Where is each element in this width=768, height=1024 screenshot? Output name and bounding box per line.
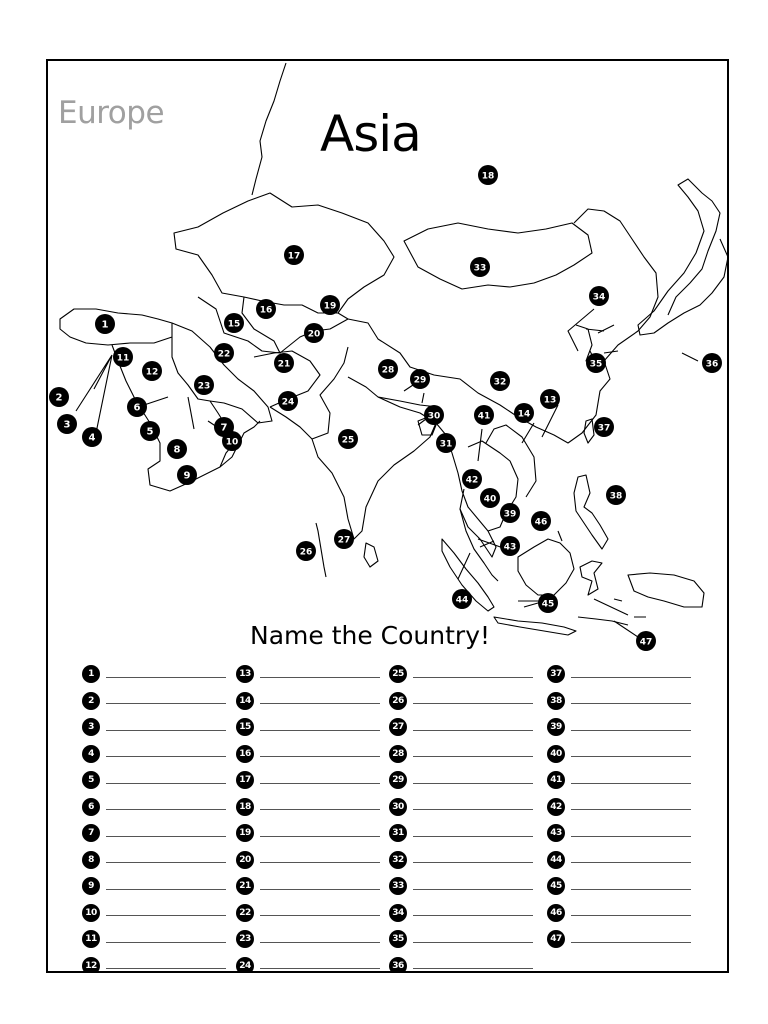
map-marker-number: 32 — [493, 377, 507, 388]
answer-number-badge: 47 — [547, 930, 565, 948]
answer-row-37 — [547, 665, 691, 683]
answer-row-17 — [236, 771, 380, 789]
answer-blank-line[interactable] — [106, 783, 226, 784]
answer-number-badge: 21 — [236, 877, 254, 895]
map-marker-number: 26 — [299, 547, 313, 558]
map-marker-number: 28 — [381, 365, 395, 376]
map-marker-number: 42 — [465, 475, 479, 486]
answer-number-badge: 32 — [389, 851, 407, 869]
answer-number-badge: 40 — [547, 745, 565, 763]
answer-blank-line[interactable] — [260, 942, 380, 943]
answer-number-badge: 35 — [389, 930, 407, 948]
map-title: Asia — [320, 105, 421, 163]
answer-number-badge: 20 — [236, 851, 254, 869]
map-marker-number: 12 — [145, 367, 159, 378]
answer-blank-line[interactable] — [571, 915, 691, 916]
map-marker-number: 25 — [341, 435, 355, 446]
answer-blank-line[interactable] — [106, 915, 226, 916]
answer-row-1 — [82, 665, 226, 683]
answer-blank-line[interactable] — [106, 862, 226, 863]
answer-number-badge: 42 — [547, 798, 565, 816]
answer-blank-line[interactable] — [106, 889, 226, 890]
map-marker-number: 46 — [534, 517, 548, 528]
answer-blank-line[interactable] — [260, 915, 380, 916]
answer-number-badge: 23 — [236, 930, 254, 948]
answer-row-34 — [389, 904, 533, 922]
answer-blank-line[interactable] — [571, 889, 691, 890]
map-marker-number: 9 — [183, 470, 191, 482]
map-marker-number: 8 — [173, 444, 181, 456]
answer-blank-line[interactable] — [571, 809, 691, 810]
answer-number-badge: 46 — [547, 904, 565, 922]
answer-number-badge: 9 — [82, 877, 100, 895]
answer-number-badge: 25 — [389, 665, 407, 683]
answer-blank-line[interactable] — [413, 756, 533, 757]
map-marker-number: 47 — [639, 637, 653, 648]
answer-number-badge: 36 — [389, 957, 407, 974]
answer-number-badge: 44 — [547, 851, 565, 869]
worksheet-page — [46, 59, 729, 973]
answer-number-badge: 2 — [82, 692, 100, 710]
answer-row-32 — [389, 851, 533, 869]
answer-number-badge: 18 — [236, 798, 254, 816]
answer-row-30 — [389, 798, 533, 816]
map-marker-number: 36 — [705, 359, 719, 370]
answer-blank-line[interactable] — [106, 677, 226, 678]
answer-number-badge: 10 — [82, 904, 100, 922]
answer-number-badge: 43 — [547, 824, 565, 842]
map-marker-number: 23 — [197, 381, 211, 392]
answer-row-15 — [236, 718, 380, 736]
map-marker-number: 2 — [55, 392, 63, 404]
map-marker-number: 11 — [116, 353, 130, 364]
answer-number-badge: 5 — [82, 771, 100, 789]
map-marker-number: 3 — [63, 419, 71, 431]
answer-row-5 — [82, 771, 226, 789]
answer-blank-line[interactable] — [413, 677, 533, 678]
answer-row-23 — [236, 930, 380, 948]
map-marker-number: 20 — [307, 329, 321, 340]
answer-blank-line[interactable] — [571, 677, 691, 678]
answer-blank-line[interactable] — [413, 809, 533, 810]
answer-row-46 — [547, 904, 691, 922]
answer-row-25 — [389, 665, 533, 683]
map-marker-number: 31 — [439, 439, 453, 450]
answer-blank-line[interactable] — [571, 942, 691, 943]
answer-row-7 — [82, 824, 226, 842]
answer-list — [48, 61, 727, 971]
map-marker-number: 17 — [287, 251, 301, 262]
map-marker-number: 7 — [220, 422, 228, 434]
map-marker-number: 38 — [609, 491, 623, 502]
map-marker-number: 45 — [541, 599, 555, 610]
answer-blank-line[interactable] — [260, 730, 380, 731]
map-marker-number: 19 — [323, 301, 337, 312]
answer-blank-line[interactable] — [260, 809, 380, 810]
map-marker-number: 29 — [413, 375, 427, 386]
answer-number-badge: 28 — [389, 745, 407, 763]
map-marker-number: 35 — [589, 359, 603, 370]
answer-blank-line[interactable] — [413, 968, 533, 969]
map-marker-number: 13 — [543, 395, 557, 406]
answer-number-badge: 30 — [389, 798, 407, 816]
answer-number-badge: 41 — [547, 771, 565, 789]
map-marker-number: 16 — [259, 305, 273, 316]
answer-blank-line[interactable] — [571, 783, 691, 784]
map-marker-number: 22 — [217, 349, 231, 360]
answer-row-42 — [547, 798, 691, 816]
answer-blank-line[interactable] — [571, 703, 691, 704]
answer-row-31 — [389, 824, 533, 842]
map-marker-number: 40 — [483, 494, 497, 505]
answer-row-14 — [236, 692, 380, 710]
answer-number-badge: 16 — [236, 745, 254, 763]
answer-number-badge: 8 — [82, 851, 100, 869]
answer-row-16 — [236, 745, 380, 763]
answer-row-19 — [236, 824, 380, 842]
answer-number-badge: 29 — [389, 771, 407, 789]
map-marker-number: 34 — [592, 292, 606, 303]
answer-row-2 — [82, 692, 226, 710]
answer-number-badge: 12 — [82, 957, 100, 974]
answer-row-10 — [82, 904, 226, 922]
answer-number-badge: 33 — [389, 877, 407, 895]
answer-row-12 — [82, 957, 226, 974]
answer-blank-line[interactable] — [106, 730, 226, 731]
map-marker-number: 18 — [481, 171, 495, 182]
answer-blank-line[interactable] — [413, 836, 533, 837]
answer-blank-line[interactable] — [413, 942, 533, 943]
map-marker-number: 10 — [225, 437, 239, 448]
answer-number-badge: 37 — [547, 665, 565, 683]
answer-blank-line[interactable] — [260, 968, 380, 969]
answer-row-44 — [547, 851, 691, 869]
answer-row-4 — [82, 745, 226, 763]
answer-row-35 — [389, 930, 533, 948]
answer-number-badge: 27 — [389, 718, 407, 736]
answer-blank-line[interactable] — [413, 915, 533, 916]
answer-number-badge: 3 — [82, 718, 100, 736]
answer-row-26 — [389, 692, 533, 710]
answer-blank-line[interactable] — [260, 836, 380, 837]
answer-number-badge: 26 — [389, 692, 407, 710]
answer-row-29 — [389, 771, 533, 789]
answer-number-badge: 19 — [236, 824, 254, 842]
answer-row-43 — [547, 824, 691, 842]
answer-row-6 — [82, 798, 226, 816]
answer-blank-line[interactable] — [260, 783, 380, 784]
answer-number-badge: 6 — [82, 798, 100, 816]
answer-row-21 — [236, 877, 380, 895]
map-marker-number: 21 — [277, 359, 291, 370]
answer-row-27 — [389, 718, 533, 736]
map-marker-number: 37 — [597, 423, 611, 434]
answer-number-badge: 39 — [547, 718, 565, 736]
answer-number-badge: 22 — [236, 904, 254, 922]
answer-blank-line[interactable] — [571, 836, 691, 837]
map-marker-number: 27 — [337, 535, 351, 546]
answer-row-38 — [547, 692, 691, 710]
worksheet-heading: Name the Country! — [250, 621, 491, 650]
answer-row-13 — [236, 665, 380, 683]
answer-row-22 — [236, 904, 380, 922]
answer-blank-line[interactable] — [260, 889, 380, 890]
answer-blank-line[interactable] — [106, 836, 226, 837]
answer-number-badge: 15 — [236, 718, 254, 736]
answer-row-47 — [547, 930, 691, 948]
answer-row-3 — [82, 718, 226, 736]
answer-blank-line[interactable] — [106, 968, 226, 969]
answer-row-8 — [82, 851, 226, 869]
answer-row-11 — [82, 930, 226, 948]
answer-row-33 — [389, 877, 533, 895]
answer-blank-line[interactable] — [571, 756, 691, 757]
answer-blank-line[interactable] — [571, 862, 691, 863]
answer-blank-line[interactable] — [413, 703, 533, 704]
answer-number-badge: 4 — [82, 745, 100, 763]
answer-number-badge: 1 — [82, 665, 100, 683]
answer-blank-line[interactable] — [106, 756, 226, 757]
map-marker-number: 43 — [503, 542, 517, 553]
answer-blank-line[interactable] — [413, 783, 533, 784]
answer-number-badge: 11 — [82, 930, 100, 948]
map-marker-number: 33 — [473, 263, 487, 274]
answer-blank-line[interactable] — [106, 809, 226, 810]
answer-row-45 — [547, 877, 691, 895]
map-marker-number: 41 — [477, 411, 491, 422]
map-marker-number: 15 — [227, 319, 241, 330]
map-marker-number: 24 — [281, 397, 295, 408]
map-marker-number: 1 — [101, 319, 109, 331]
answer-blank-line[interactable] — [571, 730, 691, 731]
answer-number-badge: 38 — [547, 692, 565, 710]
map-marker-number: 5 — [146, 426, 154, 438]
answer-number-badge: 7 — [82, 824, 100, 842]
answer-number-badge: 17 — [236, 771, 254, 789]
answer-blank-line[interactable] — [413, 862, 533, 863]
answer-number-badge: 14 — [236, 692, 254, 710]
answer-blank-line[interactable] — [413, 889, 533, 890]
answer-number-badge: 13 — [236, 665, 254, 683]
answer-row-36 — [389, 957, 533, 974]
answer-row-39 — [547, 718, 691, 736]
answer-row-41 — [547, 771, 691, 789]
answer-number-badge: 31 — [389, 824, 407, 842]
answer-number-badge: 24 — [236, 957, 254, 974]
answer-blank-line[interactable] — [260, 756, 380, 757]
answer-blank-line[interactable] — [260, 862, 380, 863]
answer-number-badge: 34 — [389, 904, 407, 922]
map-marker-number: 6 — [133, 402, 141, 414]
answer-number-badge: 45 — [547, 877, 565, 895]
answer-row-9 — [82, 877, 226, 895]
map-marker-number: 30 — [427, 411, 441, 422]
answer-row-40 — [547, 745, 691, 763]
map-marker-number: 44 — [455, 595, 469, 606]
map-marker-number: 39 — [503, 509, 517, 520]
answer-blank-line[interactable] — [106, 942, 226, 943]
answer-row-28 — [389, 745, 533, 763]
answer-row-20 — [236, 851, 380, 869]
europe-label: Europe — [58, 95, 165, 131]
answer-blank-line[interactable] — [106, 703, 226, 704]
answer-blank-line[interactable] — [413, 730, 533, 731]
map-marker-number: 4 — [88, 432, 96, 444]
map-marker-number: 14 — [517, 409, 531, 420]
answer-blank-line[interactable] — [260, 703, 380, 704]
answer-row-18 — [236, 798, 380, 816]
answer-row-24 — [236, 957, 380, 974]
answer-blank-line[interactable] — [260, 677, 380, 678]
